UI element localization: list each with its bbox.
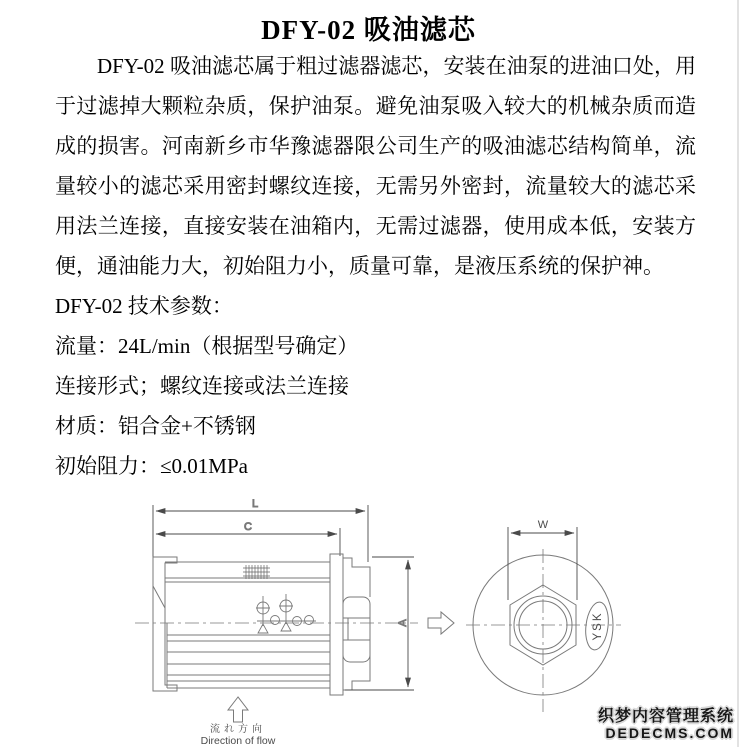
dim-label-W: W	[537, 519, 549, 531]
flange	[330, 554, 343, 695]
flow-direction-label-jp: 流れ方向	[210, 724, 266, 735]
end-cap	[153, 557, 177, 691]
text-column	[55, 46, 696, 486]
dimension-L	[153, 505, 368, 562]
dimension-W	[508, 527, 577, 600]
brand-mark-ysk: YSK	[592, 611, 604, 641]
dim-label-C: C	[244, 521, 252, 533]
knurl-mark	[243, 565, 270, 579]
end-cap-chamfer	[153, 586, 165, 608]
page-title: DFY-02 吸油滤芯	[261, 15, 476, 45]
spec-connection-type: 连接形式；螺纹连接或法兰连接	[55, 374, 349, 398]
intro-paragraph: DFY-02 吸油滤芯属于粗过滤器滤芯，安装在油泵的进油口处，用于过滤掉大颗粒杂质，保护油泵。避免油泵吸入较大的机械杂质而造成的损害。河南新乡市华豫滤器限公司生产的吸油滤芯结构简单，流量较小的滤芯采用密封螺纹连接，无需另外密封，流量较大的滤芯采用法兰连接，直接安装在油箱内，无需过滤器，使用成本低，安装方便，通油能力大，初始阻力小，质量可靠，是液压系统的保护神。	[55, 54, 696, 278]
view-direction-arrow-icon	[428, 612, 454, 634]
hex-fitting-side	[343, 597, 370, 662]
hex-facet-lines	[343, 618, 370, 640]
watermark-line2: DEDECMS.COM	[605, 724, 734, 741]
side-view	[135, 498, 418, 722]
spec-initial-resistance: 初始阻力：≤0.01MPa	[55, 454, 248, 478]
neck-step-top	[343, 558, 370, 597]
neck-step-bottom	[343, 653, 370, 690]
pleated-element	[167, 582, 330, 688]
spec-material: 材质：铝合金+不锈钢	[55, 414, 256, 438]
spec-flow-rate: 流量：24L/min（根据型号确定）	[55, 334, 359, 358]
watermark	[598, 708, 734, 741]
flow-direction-label-en: Direction of flow	[200, 735, 276, 747]
dim-label-L: L	[251, 498, 259, 510]
spot-symbols	[256, 594, 316, 633]
flow-direction-arrow-icon	[228, 697, 248, 722]
dim-label-A: A	[397, 619, 409, 627]
watermark-line1: 织梦内容管理系统	[597, 708, 734, 726]
specs-heading: DFY-02 技术参数：	[55, 294, 233, 318]
